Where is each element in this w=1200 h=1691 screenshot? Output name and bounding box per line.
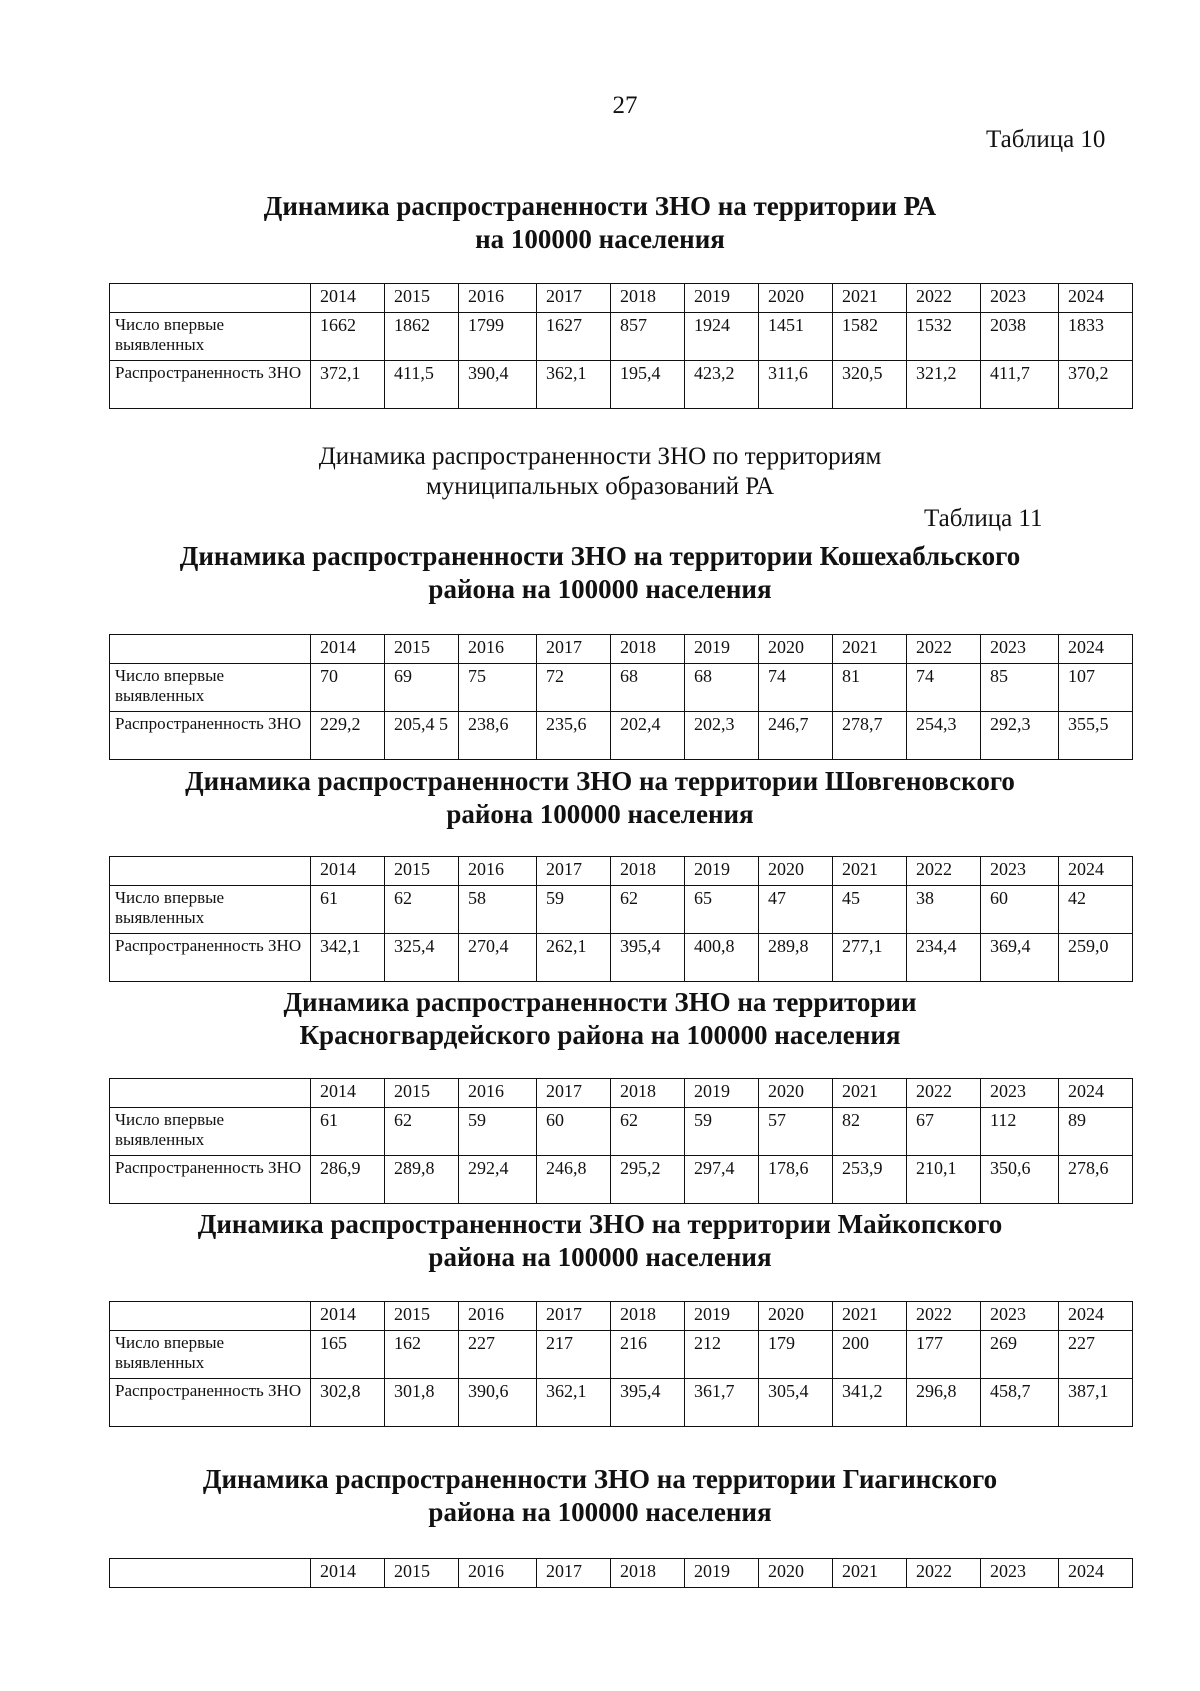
value-cell: 372,1 bbox=[311, 361, 385, 409]
value-cell: 74 bbox=[907, 664, 981, 712]
heading-maikop bbox=[80, 1208, 1120, 1274]
year-header-cell: 2019 bbox=[685, 284, 759, 313]
year-header-cell: 2014 bbox=[311, 1302, 385, 1331]
value-cell: 387,1 bbox=[1059, 1379, 1133, 1427]
value-cell: 302,8 bbox=[311, 1379, 385, 1427]
row-label: Число впервые выявленных bbox=[110, 1108, 311, 1156]
heading-line: Динамика распространенности ЗНО на территории Гиагинского bbox=[202, 1464, 998, 1494]
value-cell: 1662 bbox=[311, 313, 385, 361]
value-cell: 1451 bbox=[759, 313, 833, 361]
heading-line: района на 100000 населения bbox=[428, 1497, 772, 1527]
value-cell: 305,4 bbox=[759, 1379, 833, 1427]
value-cell: 61 bbox=[311, 1108, 385, 1156]
year-header-cell: 2021 bbox=[833, 1559, 907, 1588]
year-header-cell: 2018 bbox=[611, 1079, 685, 1108]
value-cell: 57 bbox=[759, 1108, 833, 1156]
year-header-cell: 2022 bbox=[907, 635, 981, 664]
value-cell: 411,7 bbox=[981, 361, 1059, 409]
value-cell: 320,5 bbox=[833, 361, 907, 409]
table-row-prevalence bbox=[110, 712, 1133, 760]
value-cell: 59 bbox=[685, 1108, 759, 1156]
year-header-cell: 2019 bbox=[685, 1302, 759, 1331]
table-header-row bbox=[110, 284, 1133, 313]
year-header-cell: 2021 bbox=[833, 1302, 907, 1331]
value-cell: 72 bbox=[537, 664, 611, 712]
year-header-cell: 2022 bbox=[907, 1302, 981, 1331]
year-header-cell: 2015 bbox=[385, 1079, 459, 1108]
table-ra bbox=[109, 283, 1133, 409]
subheading-line: муниципальных образований РА bbox=[425, 473, 775, 500]
table-row-prevalence bbox=[110, 361, 1133, 409]
value-cell: 210,1 bbox=[907, 1156, 981, 1204]
year-header-cell: 2019 bbox=[685, 1559, 759, 1588]
value-cell: 857 bbox=[611, 313, 685, 361]
table-row-prevalence bbox=[110, 1379, 1133, 1427]
value-cell: 390,6 bbox=[459, 1379, 537, 1427]
value-cell: 262,1 bbox=[537, 934, 611, 982]
header-empty-cell bbox=[110, 857, 311, 886]
year-header-cell: 2019 bbox=[685, 635, 759, 664]
value-cell: 47 bbox=[759, 886, 833, 934]
value-cell: 61 bbox=[311, 886, 385, 934]
value-cell: 229,2 bbox=[311, 712, 385, 760]
year-header-cell: 2015 bbox=[385, 1302, 459, 1331]
year-header-cell: 2015 bbox=[385, 284, 459, 313]
year-header-cell: 2024 bbox=[1059, 857, 1133, 886]
table-row-first-detected bbox=[110, 1108, 1133, 1156]
year-header-cell: 2023 bbox=[981, 1302, 1059, 1331]
table-maikop bbox=[109, 1301, 1133, 1427]
value-cell: 178,6 bbox=[759, 1156, 833, 1204]
subheading-line: Динамика распространенности ЗНО по территориям bbox=[318, 443, 882, 470]
year-header-cell: 2020 bbox=[759, 1079, 833, 1108]
value-cell: 212 bbox=[685, 1331, 759, 1379]
value-cell: 85 bbox=[981, 664, 1059, 712]
year-header-cell: 2016 bbox=[459, 1559, 537, 1588]
value-cell: 1833 bbox=[1059, 313, 1133, 361]
year-header-cell: 2018 bbox=[611, 1559, 685, 1588]
row-label: Распространенность ЗНО bbox=[110, 1379, 311, 1427]
value-cell: 278,7 bbox=[833, 712, 907, 760]
year-header-cell: 2019 bbox=[685, 1079, 759, 1108]
year-header-cell: 2015 bbox=[385, 1559, 459, 1588]
value-cell: 390,4 bbox=[459, 361, 537, 409]
row-label: Распространенность ЗНО bbox=[110, 712, 311, 760]
value-cell: 395,4 bbox=[611, 1379, 685, 1427]
value-cell: 216 bbox=[611, 1331, 685, 1379]
value-cell: 423,2 bbox=[685, 361, 759, 409]
value-cell: 301,8 bbox=[385, 1379, 459, 1427]
year-header-cell: 2014 bbox=[311, 857, 385, 886]
year-header-cell: 2017 bbox=[537, 1302, 611, 1331]
year-header-cell: 2022 bbox=[907, 1079, 981, 1108]
value-cell: 400,8 bbox=[685, 934, 759, 982]
value-cell: 362,1 bbox=[537, 361, 611, 409]
heading-line: района на 100000 населения bbox=[428, 1242, 772, 1272]
year-header-cell: 2023 bbox=[981, 1559, 1059, 1588]
header-empty-cell bbox=[110, 284, 311, 313]
table-row-prevalence bbox=[110, 1156, 1133, 1204]
row-label: Распространенность ЗНО bbox=[110, 1156, 311, 1204]
year-header-cell: 2020 bbox=[759, 284, 833, 313]
value-cell: 81 bbox=[833, 664, 907, 712]
year-header-cell: 2024 bbox=[1059, 284, 1133, 313]
value-cell: 67 bbox=[907, 1108, 981, 1156]
value-cell: 1924 bbox=[685, 313, 759, 361]
year-header-cell: 2023 bbox=[981, 1079, 1059, 1108]
value-cell: 75 bbox=[459, 664, 537, 712]
value-cell: 177 bbox=[907, 1331, 981, 1379]
header-empty-cell bbox=[110, 1079, 311, 1108]
year-header-cell: 2021 bbox=[833, 284, 907, 313]
value-cell: 62 bbox=[611, 1108, 685, 1156]
value-cell: 341,2 bbox=[833, 1379, 907, 1427]
year-header-cell: 2017 bbox=[537, 635, 611, 664]
table-krasnogvard bbox=[109, 1078, 1133, 1204]
year-header-cell: 2018 bbox=[611, 635, 685, 664]
year-header-cell: 2020 bbox=[759, 1302, 833, 1331]
year-header-cell: 2015 bbox=[385, 635, 459, 664]
value-cell: 253,9 bbox=[833, 1156, 907, 1204]
table-header-row bbox=[110, 857, 1133, 886]
value-cell: 297,4 bbox=[685, 1156, 759, 1204]
value-cell: 62 bbox=[385, 886, 459, 934]
value-cell: 361,7 bbox=[685, 1379, 759, 1427]
value-cell: 42 bbox=[1059, 886, 1133, 934]
year-header-cell: 2016 bbox=[459, 284, 537, 313]
heading-line: Динамика распространенности ЗНО на территории РА bbox=[263, 191, 937, 221]
row-label: Число впервые выявленных bbox=[110, 664, 311, 712]
year-header-cell: 2020 bbox=[759, 635, 833, 664]
year-header-cell: 2017 bbox=[537, 857, 611, 886]
value-cell: 362,1 bbox=[537, 1379, 611, 1427]
value-cell: 165 bbox=[311, 1331, 385, 1379]
heading-giagin bbox=[80, 1463, 1120, 1529]
header-empty-cell bbox=[110, 1559, 311, 1588]
value-cell: 289,8 bbox=[759, 934, 833, 982]
row-label: Распространенность ЗНО bbox=[110, 361, 311, 409]
table-header-row bbox=[110, 1302, 1133, 1331]
heading-krasnogvard bbox=[80, 986, 1120, 1052]
year-header-cell: 2021 bbox=[833, 857, 907, 886]
table-10-label: Таблица 10 bbox=[986, 126, 1106, 153]
heading-line: Динамика распространенности ЗНО на территории Кошехабльского bbox=[179, 541, 1021, 571]
table-row-first-detected bbox=[110, 886, 1133, 934]
year-header-cell: 2024 bbox=[1059, 1559, 1133, 1588]
value-cell: 296,8 bbox=[907, 1379, 981, 1427]
year-header-cell: 2021 bbox=[833, 635, 907, 664]
header-empty-cell bbox=[110, 635, 311, 664]
value-cell: 234,4 bbox=[907, 934, 981, 982]
value-cell: 2038 bbox=[981, 313, 1059, 361]
value-cell: 292,4 bbox=[459, 1156, 537, 1204]
value-cell: 74 bbox=[759, 664, 833, 712]
year-header-cell: 2024 bbox=[1059, 1079, 1133, 1108]
value-cell: 59 bbox=[537, 886, 611, 934]
value-cell: 200 bbox=[833, 1331, 907, 1379]
value-cell: 45 bbox=[833, 886, 907, 934]
table-koshekhabl bbox=[109, 634, 1133, 760]
value-cell: 179 bbox=[759, 1331, 833, 1379]
value-cell: 238,6 bbox=[459, 712, 537, 760]
heading-line: Динамика распространенности ЗНО на территории bbox=[283, 987, 917, 1017]
value-cell: 246,8 bbox=[537, 1156, 611, 1204]
row-label: Число впервые выявленных bbox=[110, 1331, 311, 1379]
table-header-row bbox=[110, 1079, 1133, 1108]
year-header-cell: 2023 bbox=[981, 635, 1059, 664]
year-header-cell: 2014 bbox=[311, 1559, 385, 1588]
year-header-cell: 2015 bbox=[385, 857, 459, 886]
value-cell: 355,5 bbox=[1059, 712, 1133, 760]
heading-ra bbox=[80, 190, 1120, 256]
value-cell: 1627 bbox=[537, 313, 611, 361]
value-cell: 411,5 bbox=[385, 361, 459, 409]
value-cell: 227 bbox=[1059, 1331, 1133, 1379]
year-header-cell: 2022 bbox=[907, 1559, 981, 1588]
table-giagin bbox=[109, 1558, 1133, 1588]
year-header-cell: 2021 bbox=[833, 1079, 907, 1108]
table-header-row bbox=[110, 1559, 1133, 1588]
value-cell: 246,7 bbox=[759, 712, 833, 760]
value-cell: 325,4 bbox=[385, 934, 459, 982]
value-cell: 217 bbox=[537, 1331, 611, 1379]
value-cell: 369,4 bbox=[981, 934, 1059, 982]
value-cell: 112 bbox=[981, 1108, 1059, 1156]
year-header-cell: 2023 bbox=[981, 857, 1059, 886]
value-cell: 60 bbox=[981, 886, 1059, 934]
value-cell: 269 bbox=[981, 1331, 1059, 1379]
year-header-cell: 2016 bbox=[459, 635, 537, 664]
value-cell: 202,3 bbox=[685, 712, 759, 760]
value-cell: 259,0 bbox=[1059, 934, 1133, 982]
value-cell: 89 bbox=[1059, 1108, 1133, 1156]
table-row-first-detected bbox=[110, 664, 1133, 712]
table-row-first-detected bbox=[110, 1331, 1133, 1379]
year-header-cell: 2017 bbox=[537, 284, 611, 313]
value-cell: 254,3 bbox=[907, 712, 981, 760]
heading-koshekhabl bbox=[80, 540, 1120, 606]
header-empty-cell bbox=[110, 1302, 311, 1331]
table-row-first-detected bbox=[110, 313, 1133, 361]
table-11-label: Таблица 11 bbox=[924, 505, 1043, 532]
year-header-cell: 2024 bbox=[1059, 1302, 1133, 1331]
value-cell: 58 bbox=[459, 886, 537, 934]
year-header-cell: 2017 bbox=[537, 1079, 611, 1108]
year-header-cell: 2016 bbox=[459, 1302, 537, 1331]
year-header-cell: 2014 bbox=[311, 1079, 385, 1108]
heading-line: района на 100000 населения bbox=[428, 574, 772, 604]
value-cell: 62 bbox=[385, 1108, 459, 1156]
heading-line: на 100000 населения bbox=[475, 224, 725, 254]
year-header-cell: 2016 bbox=[459, 1079, 537, 1108]
value-cell: 370,2 bbox=[1059, 361, 1133, 409]
value-cell: 1532 bbox=[907, 313, 981, 361]
heading-line: района 100000 населения bbox=[446, 799, 754, 829]
value-cell: 270,4 bbox=[459, 934, 537, 982]
table-header-row bbox=[110, 635, 1133, 664]
value-cell: 62 bbox=[611, 886, 685, 934]
heading-shovgenov bbox=[80, 765, 1120, 831]
subheading-municipal bbox=[80, 442, 1120, 502]
value-cell: 70 bbox=[311, 664, 385, 712]
year-header-cell: 2014 bbox=[311, 635, 385, 664]
year-header-cell: 2022 bbox=[907, 284, 981, 313]
value-cell: 60 bbox=[537, 1108, 611, 1156]
heading-line: Красногвардейского района на 100000 населения bbox=[299, 1020, 901, 1050]
year-header-cell: 2020 bbox=[759, 857, 833, 886]
value-cell: 38 bbox=[907, 886, 981, 934]
value-cell: 1862 bbox=[385, 313, 459, 361]
value-cell: 68 bbox=[611, 664, 685, 712]
value-cell: 311,6 bbox=[759, 361, 833, 409]
page-number: 27 bbox=[612, 92, 638, 119]
value-cell: 342,1 bbox=[311, 934, 385, 982]
value-cell: 277,1 bbox=[833, 934, 907, 982]
year-header-cell: 2018 bbox=[611, 857, 685, 886]
value-cell: 395,4 bbox=[611, 934, 685, 982]
value-cell: 65 bbox=[685, 886, 759, 934]
value-cell: 286,9 bbox=[311, 1156, 385, 1204]
value-cell: 278,6 bbox=[1059, 1156, 1133, 1204]
value-cell: 295,2 bbox=[611, 1156, 685, 1204]
value-cell: 321,2 bbox=[907, 361, 981, 409]
value-cell: 195,4 bbox=[611, 361, 685, 409]
heading-line: Динамика распространенности ЗНО на территории Майкопского bbox=[197, 1209, 1003, 1239]
value-cell: 235,6 bbox=[537, 712, 611, 760]
value-cell: 1799 bbox=[459, 313, 537, 361]
value-cell: 292,3 bbox=[981, 712, 1059, 760]
heading-line: Динамика распространенности ЗНО на территории Шовгеновского bbox=[185, 766, 1015, 796]
year-header-cell: 2018 bbox=[611, 1302, 685, 1331]
year-header-cell: 2014 bbox=[311, 284, 385, 313]
value-cell: 227 bbox=[459, 1331, 537, 1379]
row-label: Число впервые выявленных bbox=[110, 313, 311, 361]
value-cell: 289,8 bbox=[385, 1156, 459, 1204]
year-header-cell: 2016 bbox=[459, 857, 537, 886]
row-label: Число впервые выявленных bbox=[110, 886, 311, 934]
value-cell: 82 bbox=[833, 1108, 907, 1156]
value-cell: 69 bbox=[385, 664, 459, 712]
value-cell: 458,7 bbox=[981, 1379, 1059, 1427]
value-cell: 205,4 5 bbox=[385, 712, 459, 760]
value-cell: 350,6 bbox=[981, 1156, 1059, 1204]
value-cell: 1582 bbox=[833, 313, 907, 361]
year-header-cell: 2023 bbox=[981, 284, 1059, 313]
row-label: Распространенность ЗНО bbox=[110, 934, 311, 982]
value-cell: 59 bbox=[459, 1108, 537, 1156]
value-cell: 68 bbox=[685, 664, 759, 712]
year-header-cell: 2019 bbox=[685, 857, 759, 886]
year-header-cell: 2017 bbox=[537, 1559, 611, 1588]
value-cell: 162 bbox=[385, 1331, 459, 1379]
table-shovgenov bbox=[109, 856, 1133, 982]
year-header-cell: 2022 bbox=[907, 857, 981, 886]
year-header-cell: 2024 bbox=[1059, 635, 1133, 664]
year-header-cell: 2020 bbox=[759, 1559, 833, 1588]
value-cell: 107 bbox=[1059, 664, 1133, 712]
value-cell: 202,4 bbox=[611, 712, 685, 760]
table-row-prevalence bbox=[110, 934, 1133, 982]
year-header-cell: 2018 bbox=[611, 284, 685, 313]
